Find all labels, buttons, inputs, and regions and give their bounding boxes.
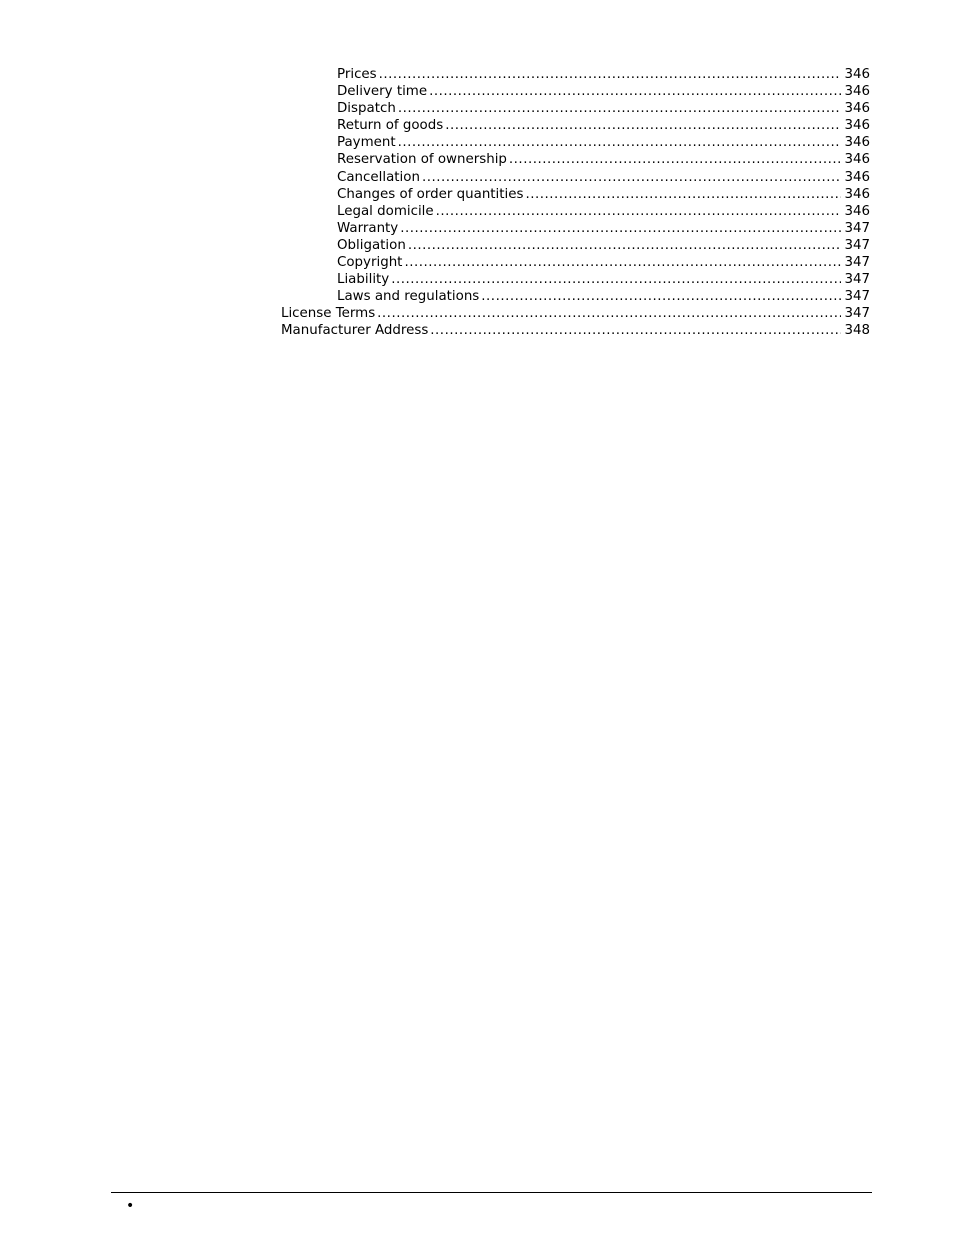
toc-dot-leader [404, 254, 841, 271]
toc-entry-page: 347 [844, 255, 870, 271]
toc-dot-leader [398, 100, 842, 117]
toc-entry-title: Warranty [337, 220, 399, 236]
toc-entry-title: Copyright [337, 255, 403, 271]
toc-entry-title: Dispatch [337, 101, 396, 117]
toc-entry-page: 348 [844, 323, 870, 339]
toc-entry-cancellation[interactable] [281, 169, 870, 186]
toc-dot-leader [509, 151, 842, 168]
toc-dot-leader [525, 186, 841, 203]
toc-entry-laws-and-regulations[interactable] [281, 288, 870, 305]
toc-entry-warranty[interactable] [281, 220, 870, 237]
footer-bullet: • [126, 1198, 135, 1214]
toc-entry-title: Return of goods [337, 118, 444, 134]
toc-entry-prices[interactable] [281, 66, 870, 83]
toc-entry-title: License Terms [281, 306, 376, 322]
toc-entry-license-terms[interactable] [281, 305, 870, 322]
toc-entry-title: Reservation of ownership [337, 152, 507, 168]
toc-entry-page: 346 [844, 203, 870, 219]
toc-entry-page: 346 [844, 135, 870, 151]
toc-entry-title: Manufacturer Address [281, 323, 429, 339]
toc-entry-copyright[interactable] [281, 254, 870, 271]
toc-dot-leader [400, 220, 841, 237]
toc-dot-leader [481, 288, 841, 305]
toc-entry-page: 347 [844, 306, 870, 322]
toc-entry-page: 347 [844, 272, 870, 288]
toc-dot-leader [379, 66, 842, 83]
toc-entry-page: 346 [844, 169, 870, 185]
toc-entry-title: Liability [337, 272, 390, 288]
toc-dot-leader [445, 117, 841, 134]
toc-entry-title: Changes of order quantities [337, 186, 524, 202]
toc-entry-page: 347 [844, 237, 870, 253]
toc-entry-page: 346 [844, 67, 870, 82]
toc-entry-page: 346 [844, 101, 870, 117]
toc-entry-title: Delivery time [337, 84, 428, 100]
toc-dot-leader [408, 237, 842, 254]
toc-entry-reservation-of-ownership[interactable] [281, 151, 870, 168]
toc-entry-title: Obligation [337, 237, 406, 253]
toc-entry-page: 346 [844, 84, 870, 100]
toc-entry-title: Cancellation [337, 169, 420, 185]
toc-entry-page: 346 [844, 186, 870, 202]
toc-entry-payment[interactable] [281, 134, 870, 151]
toc-dot-leader [429, 83, 841, 100]
toc-entry-title: Payment [337, 135, 396, 151]
toc-entry-delivery-time[interactable] [281, 83, 870, 100]
toc-entry-obligation[interactable] [281, 237, 870, 254]
toc-entry-title: Legal domicile [337, 203, 434, 219]
toc-entry-return-of-goods[interactable] [281, 117, 870, 134]
toc-entry-dispatch[interactable] [281, 100, 870, 117]
toc-dot-leader [422, 169, 841, 186]
toc-entry-page: 347 [844, 220, 870, 236]
toc-dot-leader [391, 271, 841, 288]
toc-entry-legal-domicile[interactable] [281, 203, 870, 220]
toc-entry-title: Laws and regulations [337, 289, 480, 305]
toc-dot-leader [377, 305, 841, 322]
toc-entry-page: 347 [844, 289, 870, 305]
toc-entry-page: 346 [844, 152, 870, 168]
toc-entry-liability[interactable] [281, 271, 870, 288]
toc-entry-changes-of-order-quantities[interactable] [281, 186, 870, 203]
toc-dot-leader [430, 322, 841, 339]
toc-entry-manufacturer-address[interactable] [281, 322, 870, 339]
footer-divider [111, 1192, 872, 1193]
toc-dot-leader [436, 203, 842, 220]
toc-dot-leader [398, 134, 842, 151]
table-of-contents [281, 66, 870, 340]
toc-entry-page: 346 [844, 118, 870, 134]
toc-entry-title: Prices [337, 67, 377, 82]
